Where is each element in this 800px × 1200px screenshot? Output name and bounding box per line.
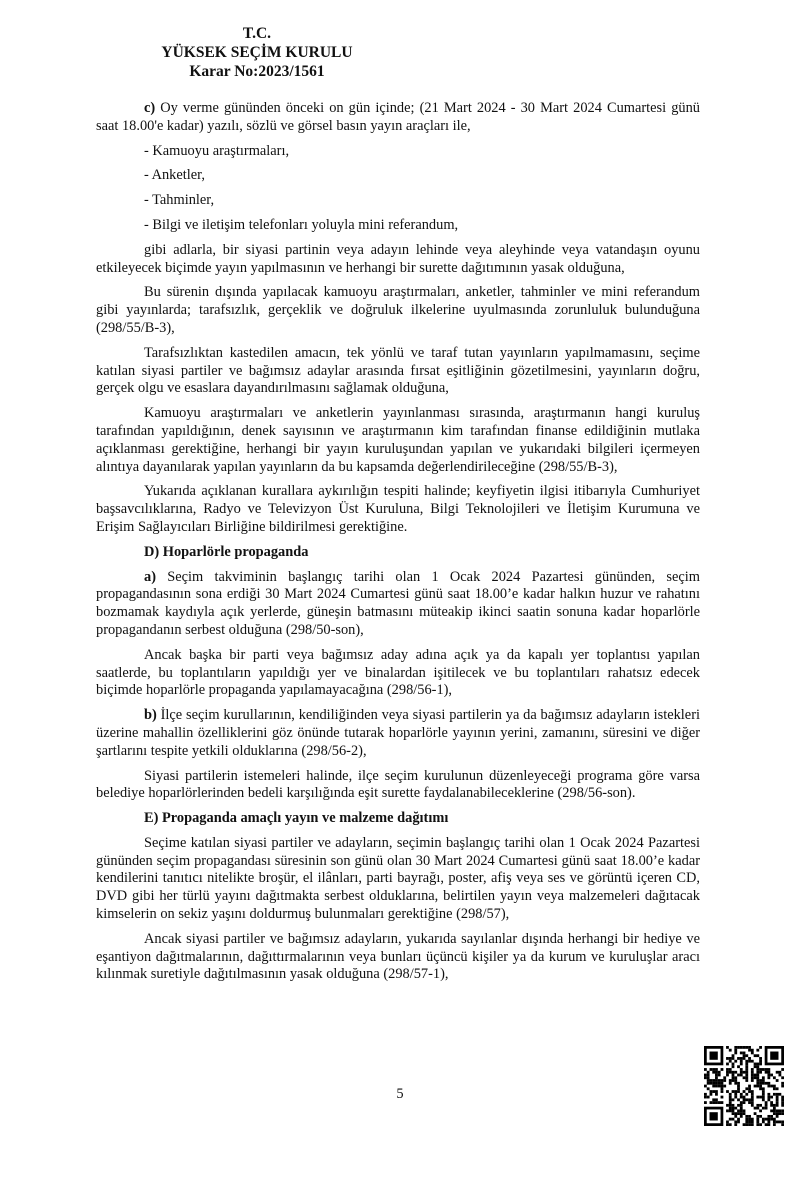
paragraph-c-text: Oy verme gününden önceki on gün içinde; (21 Mart 2024 - 30 Mart 2024 Cumartesi günü saat 18.00'e kadar) yazılı, sözlü ve görsel basın yayın araçları ile, [96, 100, 700, 134]
paragraph: Ancak siyasi partiler ve bağımsız adayların, yukarıda sayılanlar dışında herhangi bir hediye ve eşantiyon dağıtmalarının, dağıttırmalarının veya bunları üçüncü kişiler ya da kurum ve kuruluşlar aracı kılınmak suretiyle dağıtılmasının yasak olduğuna (298/57-1), [96, 930, 700, 983]
paragraph-a-lead: a) [144, 568, 156, 585]
paragraph-a [96, 569, 700, 640]
paragraph-b-lead: b) [144, 707, 157, 724]
list-item: - Bilgi ve iletişim telefonları yoluyla mini referandum, [144, 216, 459, 233]
section-heading-e: E) Propaganda amaçlı yayın ve malzeme dağıtımı [144, 810, 449, 827]
paragraph-b-text: İlçe seçim kurullarının, kendiliğinden veya siyasi partilerin ya da bağımsız adayların istekleri üzerine mahallin özelliklerini göz önünde tutarak hoparlörle yayının yerini, zamanını, süresini ve diğer şartlarını tespite yetkili olduklarına (298/56-2), [96, 707, 700, 759]
paragraph: gibi adlarla, bir siyasi partinin veya adayın lehinde veya aleyhinde veya vatandaşın oyunu etkileyecek biçimde yayın yapılmasının ve herhangi bir surette dağıtımının yasak olduğuna, [96, 241, 700, 276]
document-header [152, 24, 362, 81]
paragraph: Seçime katılan siyasi partiler ve adayların, seçimin başlangıç tarihi olan 1 Ocak 2024 Pazartesi gününden seçim propagandası süresinin son günü olan 30 Mart 2024 Cumartesi günü saat 18.00’e kadar kendilerini tanıtıcı nitelikte broşür, el ilânları, parti bayrağı, poster, afiş veya ses ve görüntü içeren CD, DVD gibi her türlü yayını dağıtmakta serbest olduklarına, belirtilen yayın veya malzemeleri dağıtacak kimselerin on sekiz yaşını doldurmuş bulunmaları gerektiğine (298/57), [96, 834, 700, 923]
paragraph: Bu sürenin dışında yapılacak kamuoyu araştırmaları, anketler, tahminler ve mini referandum gibi yayınlarda; tarafsızlık, gerçeklik ve doğruluk ilkelerine uyulmasında zorunluluk bulunduğuna (298/55/B-3), [96, 284, 700, 336]
paragraph: Yukarıda açıklanan kurallara aykırılığın tespiti halinde; keyfiyetin ilgisi itibarıyla Cumhuriyet başsavcılıklarına, Radyo ve Televizyon Üst Kuruluna, Bilgi Teknolojileri ve İletişim Kurumuna ve Erişim Sağlayıcıları Birliğine bildirilmesi gerektiğine. [96, 483, 700, 535]
paragraph: Tarafsızlıktan kastedilen amacın, tek yönlü ve taraf tutan yayınların yapılmamasını, seçime katılan siyasi partiler ve bağımsız adaylar arasında fırsat eşitliğinin gözetilmesini, yayınların doğru, gerçek olgu ve esaslara dayandırılmasını sağlamak olduğuna, [96, 344, 700, 397]
list-item: - Tahminler, [144, 192, 215, 209]
header-line-tc: T.C. [242, 25, 272, 42]
paragraph: Kamuoyu araştırmaları ve anketlerin yayınlanması sırasında, araştırmanın hangi kuruluş tarafından yapıldığının, denek sayısının ve araştırmanın kim tarafından finanse edildiğinin mutlaka açıklanması gerektiğine, herhangi bir yayın kuruluşundan yapılan ve yukarıdaki bilgileri içermeyen alıntıya dayanılarak yapılan yayınların da bu kapsamda değerlendirileceğine (298/55/B-3), [96, 405, 700, 475]
header-line-institution: YÜKSEK SEÇİM KURULU [161, 44, 353, 61]
paragraph-b [96, 707, 700, 760]
paragraph-c-lead: c) [144, 100, 156, 116]
paragraph: Ancak başka bir parti veya bağımsız aday adına açık ya da kapalı yer toplantısı yapılan saatlerde, bu toplantıların yapıldığı yer ve binalardan işitilecek ve bu toplantıları rahatsız edecek biçimde hoparlörle propaganda yapılamayacağına (298/56-1), [96, 646, 700, 699]
list-item: - Kamuoyu araştırmaları, [144, 142, 290, 159]
list-item: - Anketler, [144, 167, 205, 184]
section-heading-d: D) Hoparlörle propaganda [144, 543, 309, 560]
paragraph-a-text: Seçim takviminin başlangıç tarihi olan 1 Ocak 2024 Pazartesi gününden, seçim propagandasının sona erdiği 30 Mart 2024 Cumartesi günü saat 18.00’e kadar halkın huzur ve rahatını bozmamak kaydıyla açık yerlerde, güneşin batmasını müteakip ikinci saatin sonuna kadar hoparlörle propagandanın serbest olduğuna (298/50-son), [96, 568, 700, 638]
page-number: 5 [396, 1086, 404, 1102]
qr-code-icon [704, 1046, 784, 1126]
paragraph-c [96, 100, 700, 136]
header-line-decision-no: Karar No:2023/1561 [189, 63, 325, 80]
document-body [96, 100, 700, 991]
paragraph: Siyasi partilerin istemeleri halinde, ilçe seçim kurulunun düzenleyeceği programa göre varsa belediye hoparlörlerinden bedeli karşılığında eşit surette faydalanabileceklerine (298/56-son). [96, 767, 700, 802]
